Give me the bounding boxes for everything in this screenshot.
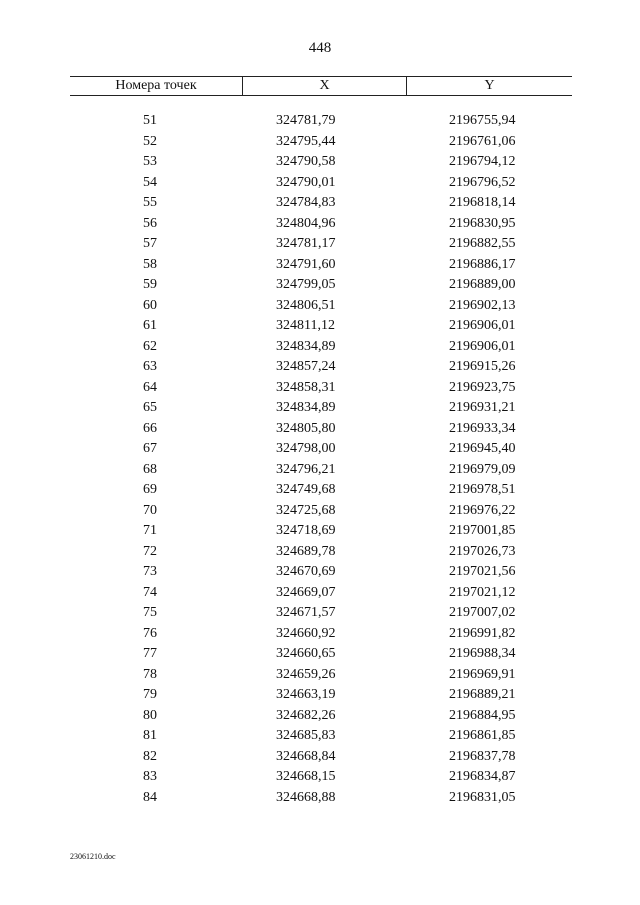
y-coordinate-cell: 2196889,00 xyxy=(449,277,516,292)
point-number-cell: 67 xyxy=(143,441,157,456)
point-number-cell: 58 xyxy=(143,256,157,272)
point-number-cell: 82 xyxy=(143,748,157,764)
point-number-cell: 69 xyxy=(143,482,157,497)
y-coordinate-cell: 2197021,56 xyxy=(449,564,516,579)
y-coordinate-cell: 2196889,21 xyxy=(449,687,516,702)
x-coordinate-cell: 324660,92 xyxy=(276,625,336,641)
y-coordinate-cell: 2196794,12 xyxy=(449,154,516,169)
y-coordinate-cell: 2197026,73 xyxy=(449,543,516,559)
table-body xyxy=(0,111,640,808)
point-number-cell: 80 xyxy=(143,707,157,723)
x-coordinate-cell: 324796,21 xyxy=(276,461,336,477)
point-number-cell: 77 xyxy=(143,646,157,661)
x-coordinate-cell: 324669,07 xyxy=(276,584,336,600)
x-coordinate-cell: 324660,65 xyxy=(276,646,336,661)
table-row xyxy=(0,521,640,542)
y-coordinate-cell: 2196761,06 xyxy=(449,133,516,149)
y-coordinate-cell: 2196978,51 xyxy=(449,482,516,497)
point-number-cell: 75 xyxy=(143,605,157,620)
point-number-cell: 66 xyxy=(143,420,157,436)
table-header xyxy=(70,76,572,96)
y-coordinate-cell: 2196837,78 xyxy=(449,748,516,764)
point-number-cell: 79 xyxy=(143,687,157,702)
y-coordinate-cell: 2196831,05 xyxy=(449,789,516,805)
y-coordinate-cell: 2196906,01 xyxy=(449,338,516,354)
table-row xyxy=(0,193,640,214)
point-number-cell: 76 xyxy=(143,625,157,641)
file-name-footer: 23061210.doc xyxy=(70,852,116,861)
page-number: 448 xyxy=(308,40,332,56)
point-number-cell: 83 xyxy=(143,769,157,784)
point-number-cell: 78 xyxy=(143,666,157,682)
table-row xyxy=(0,501,640,522)
x-coordinate-cell: 324659,26 xyxy=(276,666,336,682)
table-row xyxy=(0,665,640,686)
x-coordinate-cell: 324790,58 xyxy=(276,154,336,169)
point-number-cell: 56 xyxy=(143,215,157,231)
y-coordinate-cell: 2196755,94 xyxy=(449,113,516,128)
point-number-cell: 60 xyxy=(143,297,157,313)
x-coordinate-cell: 324806,51 xyxy=(276,297,336,313)
y-coordinate-cell: 2196969,91 xyxy=(449,666,516,682)
point-number-cell: 59 xyxy=(143,277,157,292)
table-row xyxy=(0,296,640,317)
x-coordinate-cell: 324798,00 xyxy=(276,441,336,456)
table-row xyxy=(0,562,640,583)
point-number-cell: 64 xyxy=(143,379,157,395)
x-coordinate-cell: 324858,31 xyxy=(276,379,336,395)
table-row xyxy=(0,480,640,501)
table-row xyxy=(0,357,640,378)
table-row xyxy=(0,747,640,768)
table-row xyxy=(0,275,640,296)
x-coordinate-cell: 324834,89 xyxy=(276,400,336,415)
table-row xyxy=(0,706,640,727)
point-number-cell: 61 xyxy=(143,318,157,333)
table-row xyxy=(0,234,640,255)
point-number-cell: 72 xyxy=(143,543,157,559)
x-coordinate-cell: 324668,88 xyxy=(276,789,336,805)
y-coordinate-cell: 2196830,95 xyxy=(449,215,516,231)
point-number-cell: 73 xyxy=(143,564,157,579)
y-coordinate-cell: 2196902,13 xyxy=(449,297,516,313)
point-number-cell: 68 xyxy=(143,461,157,477)
y-coordinate-cell: 2197001,85 xyxy=(449,523,516,538)
point-number-cell: 55 xyxy=(143,195,157,210)
point-number-cell: 53 xyxy=(143,154,157,169)
x-coordinate-cell: 324670,69 xyxy=(276,564,336,579)
point-number-cell: 57 xyxy=(143,236,157,251)
y-coordinate-cell: 2196915,26 xyxy=(449,359,516,374)
x-coordinate-cell: 324857,24 xyxy=(276,359,336,374)
x-coordinate-cell: 324668,84 xyxy=(276,748,336,764)
table-row xyxy=(0,726,640,747)
x-coordinate-cell: 324668,15 xyxy=(276,769,336,784)
point-number-cell: 81 xyxy=(143,728,157,743)
point-number-cell: 84 xyxy=(143,789,157,805)
y-coordinate-cell: 2196884,95 xyxy=(449,707,516,723)
x-coordinate-cell: 324791,60 xyxy=(276,256,336,272)
table-row xyxy=(0,378,640,399)
table-row xyxy=(0,152,640,173)
x-coordinate-cell: 324682,26 xyxy=(276,707,336,723)
y-coordinate-cell: 2196818,14 xyxy=(449,195,516,210)
y-coordinate-cell: 2197007,02 xyxy=(449,605,516,620)
y-coordinate-cell: 2197021,12 xyxy=(449,584,516,600)
x-coordinate-cell: 324718,69 xyxy=(276,523,336,538)
table-row xyxy=(0,398,640,419)
x-coordinate-cell: 324795,44 xyxy=(276,133,336,149)
point-number-cell: 74 xyxy=(143,584,157,600)
y-coordinate-cell: 2196991,82 xyxy=(449,625,516,641)
point-number-cell: 51 xyxy=(143,113,157,128)
table-row xyxy=(0,214,640,235)
x-coordinate-cell: 324790,01 xyxy=(276,174,336,190)
y-coordinate-cell: 2196933,34 xyxy=(449,420,516,436)
table-row xyxy=(0,132,640,153)
y-coordinate-cell: 2196861,85 xyxy=(449,728,516,743)
y-coordinate-cell: 2196979,09 xyxy=(449,461,516,477)
x-coordinate-cell: 324805,80 xyxy=(276,420,336,436)
table-row xyxy=(0,542,640,563)
y-coordinate-cell: 2196923,75 xyxy=(449,379,516,395)
table-row xyxy=(0,173,640,194)
header-y: Y xyxy=(484,78,495,93)
y-coordinate-cell: 2196976,22 xyxy=(449,502,516,518)
x-coordinate-cell: 324784,83 xyxy=(276,195,336,210)
table-row xyxy=(0,644,640,665)
x-coordinate-cell: 324799,05 xyxy=(276,277,336,292)
y-coordinate-cell: 2196882,55 xyxy=(449,236,516,251)
point-number-cell: 63 xyxy=(143,359,157,374)
x-coordinate-cell: 324689,78 xyxy=(276,543,336,559)
point-number-cell: 65 xyxy=(143,400,157,415)
table-row xyxy=(0,337,640,358)
table-row xyxy=(0,583,640,604)
table-row xyxy=(0,111,640,132)
point-number-cell: 70 xyxy=(143,502,157,518)
table-row xyxy=(0,255,640,276)
y-coordinate-cell: 2196931,21 xyxy=(449,400,516,415)
x-coordinate-cell: 324804,96 xyxy=(276,215,336,231)
point-number-cell: 54 xyxy=(143,174,157,190)
table-row xyxy=(0,419,640,440)
y-coordinate-cell: 2196988,34 xyxy=(449,646,516,661)
x-coordinate-cell: 324781,79 xyxy=(276,113,336,128)
table-row xyxy=(0,767,640,788)
header-point-numbers: Номера точек xyxy=(70,77,243,95)
x-coordinate-cell: 324749,68 xyxy=(276,482,336,497)
point-number-cell: 62 xyxy=(143,338,157,354)
y-coordinate-cell: 2196886,17 xyxy=(449,256,516,272)
table-row xyxy=(0,460,640,481)
table-row xyxy=(0,685,640,706)
table-row xyxy=(0,788,640,809)
x-coordinate-cell: 324725,68 xyxy=(276,502,336,518)
y-coordinate-cell: 2196796,52 xyxy=(449,174,516,190)
table-row xyxy=(0,603,640,624)
y-coordinate-cell: 2196906,01 xyxy=(449,318,516,333)
x-coordinate-cell: 324834,89 xyxy=(276,338,336,354)
header-x: X xyxy=(243,77,407,95)
y-coordinate-cell: 2196834,87 xyxy=(449,769,516,784)
table-row xyxy=(0,439,640,460)
table-row xyxy=(0,316,640,337)
x-coordinate-cell: 324663,19 xyxy=(276,687,336,702)
x-coordinate-cell: 324671,57 xyxy=(276,605,336,620)
x-coordinate-cell: 324781,17 xyxy=(276,236,336,251)
point-number-cell: 52 xyxy=(143,133,157,149)
y-coordinate-cell: 2196945,40 xyxy=(449,441,516,456)
x-coordinate-cell: 324685,83 xyxy=(276,728,336,743)
point-number-cell: 71 xyxy=(143,523,157,538)
x-coordinate-cell: 324811,12 xyxy=(276,318,335,333)
table-row xyxy=(0,624,640,645)
